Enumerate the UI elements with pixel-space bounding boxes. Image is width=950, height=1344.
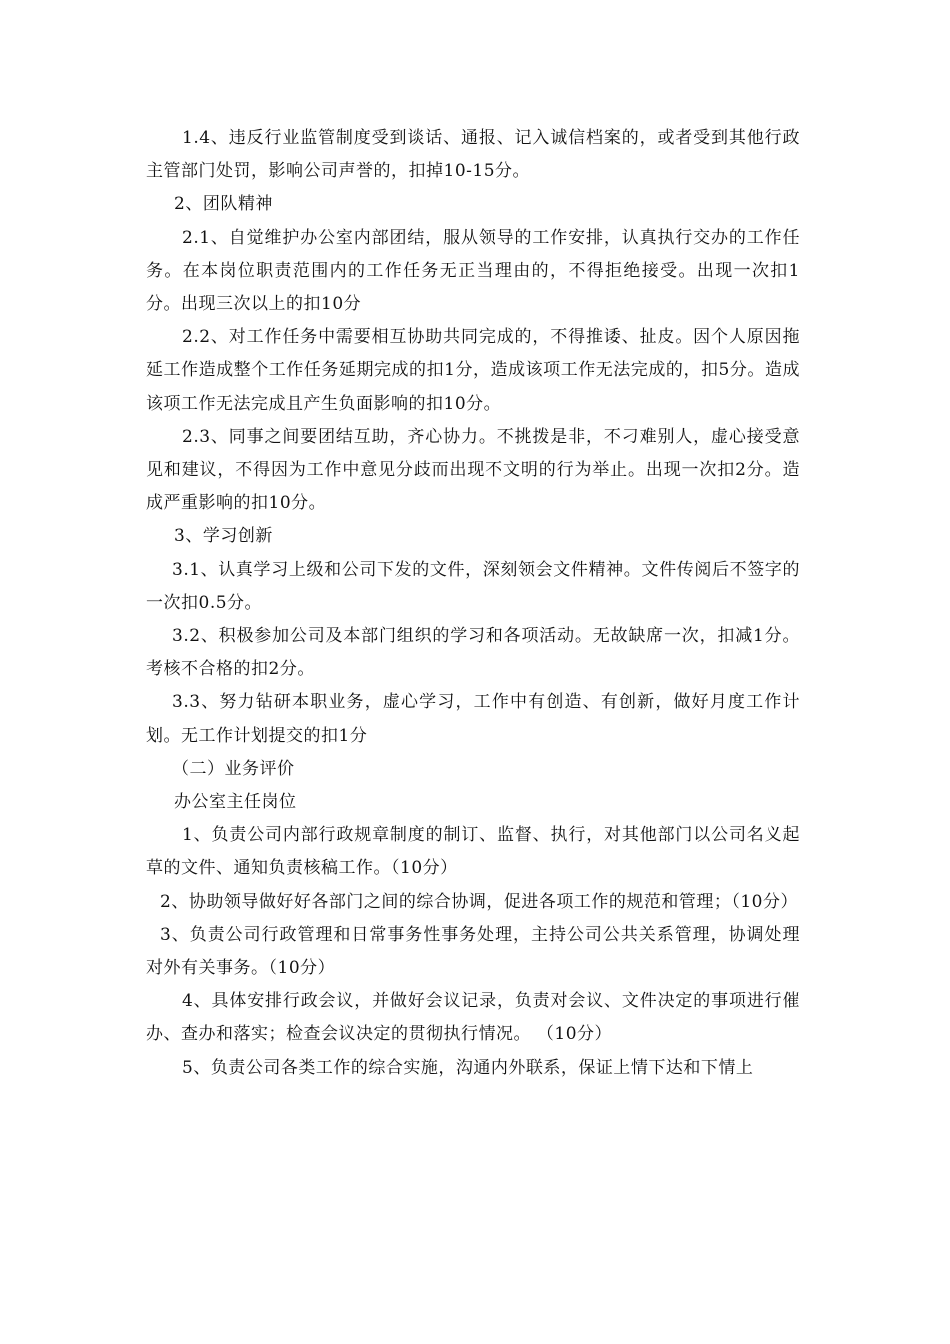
duty-2: 2、协助领导做好好各部门之间的综合协调，促进各项工作的规范和管理；（10分）: [160, 891, 798, 912]
clause-2-1: 2.1、自觉维护办公室内部团结，服从领导的工作安排，认真执行交办的工作任务。在本岗位职责范围内的工作任务无正当理由的，不得拒绝接受。出现一次扣1分。出现三次以上的扣10分: [146, 227, 800, 315]
clause-2-3: 2.3、同事之间要团结互助，齐心协力。不挑拨是非，不刁难别人，虚心接受意见和建议，不得因为工作中意见分歧而出现不文明的行为举止。出现一次扣2分。造成严重影响的扣10分。: [146, 426, 800, 514]
duty-5: 5、负责公司各类工作的综合实施，沟通内外联系，保证上情下达和下情上: [182, 1057, 754, 1078]
clause-3-3: 3.3、努力钻研本职业务，虚心学习，工作中有创造、有创新，做好月度工作计划。无工作计划提交的扣1分: [146, 692, 800, 746]
section-heading-team-spirit: 2、团队精神: [174, 194, 273, 215]
section-heading-learning: 3、学习创新: [174, 526, 273, 547]
duty-3: 3、负责公司行政管理和日常事务性事务处理，主持公司公共关系管理，协调处理对外有关事务。（10分）: [146, 924, 800, 979]
document-body: [146, 122, 800, 1085]
duty-4: 4、具体安排行政会议，并做好会议记录，负责对会议、文件决定的事项进行催办、查办和落实；检查会议决定的贯彻执行情况。 （10分）: [146, 991, 800, 1045]
clause-3-2: 3.2、积极参加公司及本部门组织的学习和各项活动。无故缺席一次，扣减1分。考核不合格的扣2分。: [146, 626, 800, 680]
duty-1: 1、负责公司内部行政规章制度的制订、监督、执行，对其他部门以公司名义起草的文件、通知负责核稿工作。（10分）: [146, 825, 800, 879]
position-title-office-director: 办公室主任岗位: [174, 792, 297, 813]
clause-2-2: 2.2、对工作任务中需要相互协助共同完成的，不得推诿、扯皮。因个人原因拖延工作造成整个工作任务延期完成的扣1分，造成该项工作无法完成的，扣5分。造成该项工作无法完成且产生负面影响的扣10分。: [146, 327, 800, 414]
section-heading-business-evaluation: （二）业务评价: [172, 758, 295, 779]
clause-1-4: 1.4、违反行业监管制度受到谈话、通报、记入诚信档案的，或者受到其他行政主管部门处罚，影响公司声誉的，扣掉10-15分。: [146, 128, 800, 182]
clause-3-1: 3.1、认真学习上级和公司下发的文件，深刻领会文件精神。文件传阅后不签字的一次扣0.5分。: [146, 559, 800, 613]
